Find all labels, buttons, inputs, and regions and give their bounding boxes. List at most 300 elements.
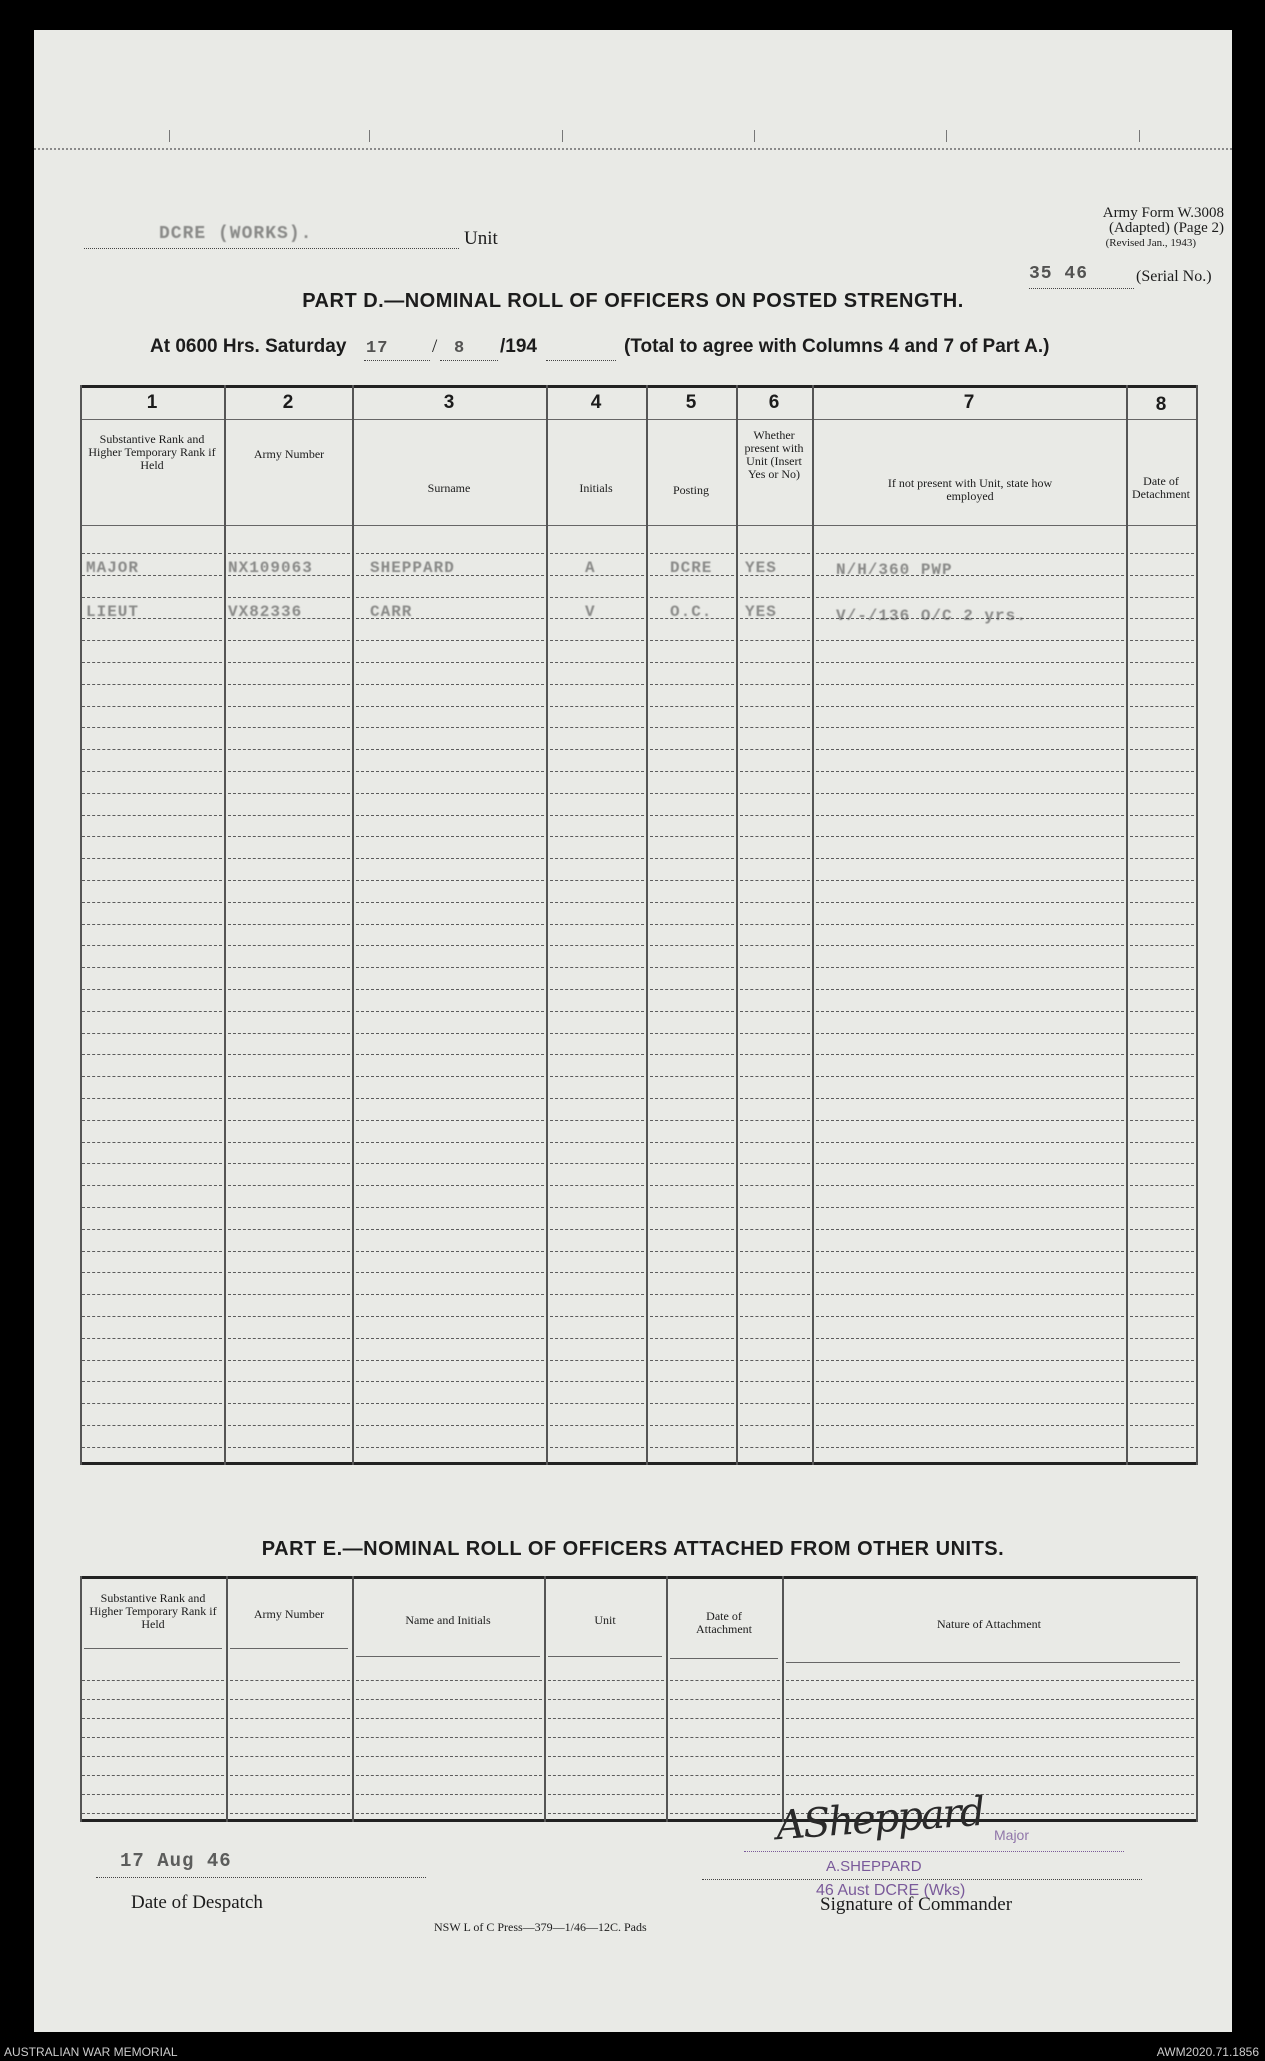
- ruled-line: [650, 1338, 734, 1339]
- ruled-line: [816, 1054, 1124, 1055]
- ruled-line: [82, 1054, 222, 1055]
- ruled-line: [650, 662, 734, 663]
- ruled-line: [650, 858, 734, 859]
- form-id-block: [994, 206, 1224, 251]
- ruled-line: [356, 880, 544, 881]
- ruled-line: [356, 1447, 544, 1448]
- unit-label: Unit: [464, 228, 498, 249]
- ruled-line: [740, 1033, 810, 1034]
- perforation-tick: [946, 130, 947, 142]
- ruled-line: [356, 858, 544, 859]
- ruled-line: [786, 1699, 1194, 1700]
- ruled-line: [650, 771, 734, 772]
- ruled-line: [650, 945, 734, 946]
- ruled-line: [82, 1316, 222, 1317]
- month-line: [440, 340, 498, 361]
- ruled-line: [356, 967, 544, 968]
- ruled-line: [1130, 1425, 1194, 1426]
- ruled-line: [816, 880, 1124, 881]
- header-divider: [356, 1656, 540, 1657]
- ruled-line: [740, 902, 810, 903]
- ruled-line: [550, 924, 644, 925]
- stamp-name: A.SHEPPARD: [826, 1858, 922, 1875]
- ruled-line: [82, 662, 222, 663]
- ruled-line: [650, 1294, 734, 1295]
- ruled-line: [356, 640, 544, 641]
- ruled-line: [740, 1142, 810, 1143]
- ruled-line: [356, 1775, 542, 1776]
- ruled-line: [740, 989, 810, 990]
- ruled-line: [82, 1294, 222, 1295]
- ruled-line: [550, 1425, 644, 1426]
- ruled-line: [228, 749, 350, 750]
- col-header-detachment: Date of Detachment: [1132, 474, 1190, 501]
- ruled-line: [356, 553, 544, 554]
- ruled-line: [650, 967, 734, 968]
- col-number: 5: [685, 392, 697, 413]
- ruled-line: [1130, 684, 1194, 685]
- part-a-note: (Total to agree with Columns 4 and 7 of Part A.): [624, 336, 1050, 357]
- ruled-line: [740, 858, 810, 859]
- cell-posting: O.C.: [670, 603, 713, 621]
- ruled-line: [816, 1185, 1124, 1186]
- ruled-line: [228, 1360, 350, 1361]
- ruled-line: [816, 1403, 1124, 1404]
- form-revised: (Revised Jan., 1943): [1105, 237, 1196, 249]
- ruled-line: [650, 836, 734, 837]
- ruled-line: [228, 1120, 350, 1121]
- col-divider: [666, 1576, 668, 1822]
- ruled-line: [1130, 902, 1194, 903]
- date-slash: /: [432, 336, 438, 357]
- col-number: 2: [282, 392, 294, 413]
- ruled-line: [740, 662, 810, 663]
- ruled-line: [816, 924, 1124, 925]
- ruled-line: [650, 1054, 734, 1055]
- ruled-line: [740, 1207, 810, 1208]
- year-prefix: /194: [500, 336, 537, 357]
- ruled-line: [816, 706, 1124, 707]
- ruled-line: [740, 727, 810, 728]
- ruled-line: [786, 1775, 1194, 1776]
- ruled-line: [356, 793, 544, 794]
- ruled-line: [740, 880, 810, 881]
- ruled-line: [550, 1142, 644, 1143]
- ruled-line: [356, 1737, 542, 1738]
- ruled-line: [356, 1054, 544, 1055]
- ruled-line: [1130, 793, 1194, 794]
- ruled-line: [82, 1033, 222, 1034]
- ruled-line: [550, 1403, 644, 1404]
- ruled-line: [1130, 945, 1194, 946]
- form-adapted: (Adapted) (Page 2): [1109, 220, 1224, 236]
- e-col-header-name: Name and Initials: [405, 1613, 491, 1627]
- ruled-line: [1130, 640, 1194, 641]
- ruled-line: [356, 1680, 542, 1681]
- ruled-line: [550, 1033, 644, 1034]
- ruled-line: [228, 1098, 350, 1099]
- ruled-line: [740, 640, 810, 641]
- ruled-line: [82, 1251, 222, 1252]
- credit-left: AUSTRALIAN WAR MEMORIAL: [4, 2045, 178, 2059]
- ruled-line: [82, 1229, 222, 1230]
- ruled-line: [1130, 662, 1194, 663]
- credit-right: AWM2020.71.1856: [1156, 2045, 1259, 2059]
- col-number: 7: [963, 392, 975, 413]
- col-divider: [812, 385, 814, 1465]
- col-divider: [646, 385, 648, 1465]
- header-divider: [230, 1648, 348, 1649]
- ruled-line: [740, 1076, 810, 1077]
- ruled-line: [816, 597, 1124, 598]
- ruled-line: [650, 1229, 734, 1230]
- ruled-line: [82, 749, 222, 750]
- ruled-line: [356, 1718, 542, 1719]
- ruled-line: [550, 597, 644, 598]
- ruled-line: [740, 1185, 810, 1186]
- ruled-line: [1130, 989, 1194, 990]
- ruled-line: [228, 727, 350, 728]
- ruled-line: [816, 1033, 1124, 1034]
- ruled-line: [228, 1185, 350, 1186]
- stamp-unit: 46 Aust DCRE (Wks): [816, 1882, 966, 1899]
- col-divider: [544, 1576, 546, 1822]
- ruled-line: [1130, 1098, 1194, 1099]
- header-divider: [548, 1656, 662, 1657]
- ruled-line: [550, 575, 644, 576]
- ruled-line: [816, 902, 1124, 903]
- ruled-line: [228, 640, 350, 641]
- ruled-line: [82, 1425, 222, 1426]
- ruled-line: [82, 597, 222, 598]
- col-divider: [1126, 385, 1128, 1465]
- ruled-line: [82, 1120, 222, 1121]
- ruled-line: [82, 1680, 224, 1681]
- ruled-line: [356, 945, 544, 946]
- ruled-line: [1130, 727, 1194, 728]
- ruled-line: [550, 640, 644, 641]
- ruled-line: [816, 1142, 1124, 1143]
- ruled-line: [228, 1054, 350, 1055]
- ruled-line: [816, 727, 1124, 728]
- ruled-line: [786, 1680, 1194, 1681]
- ruled-line: [550, 1098, 644, 1099]
- ruled-line: [356, 924, 544, 925]
- ruled-line: [356, 815, 544, 816]
- part-e-table: [80, 1576, 1198, 1822]
- ruled-line: [1130, 1447, 1194, 1448]
- ruled-line: [82, 1338, 222, 1339]
- ruled-line: [650, 1185, 734, 1186]
- ruled-line: [816, 1163, 1124, 1164]
- ruled-line: [228, 793, 350, 794]
- ruled-line: [230, 1699, 350, 1700]
- ruled-line: [82, 706, 222, 707]
- ruled-line: [740, 1294, 810, 1295]
- ruled-line: [1130, 1207, 1194, 1208]
- day-value: 17: [366, 339, 389, 358]
- ruled-line: [1130, 1054, 1194, 1055]
- ruled-line: [356, 902, 544, 903]
- ruled-line: [650, 553, 734, 554]
- ruled-line: [550, 815, 644, 816]
- ruled-line: [228, 858, 350, 859]
- ruled-line: [1130, 836, 1194, 837]
- ruled-line: [786, 1737, 1194, 1738]
- ruled-line: [816, 1338, 1124, 1339]
- ruled-line: [1130, 1011, 1194, 1012]
- cell-employed: V/-/136 O/C 2 yrs.: [836, 607, 1027, 625]
- ruled-line: [356, 1033, 544, 1034]
- ruled-line: [650, 1251, 734, 1252]
- col-header-employed: If not present with Unit, state how employed: [887, 476, 1053, 503]
- ruled-line: [356, 749, 544, 750]
- ruled-line: [650, 597, 734, 598]
- ruled-line: [550, 880, 644, 881]
- col-divider: [546, 385, 548, 1465]
- ruled-line: [228, 1229, 350, 1230]
- ruled-line: [740, 945, 810, 946]
- table-bottom-border: [80, 1462, 1198, 1465]
- ruled-line: [82, 1207, 222, 1208]
- ruled-line: [1130, 880, 1194, 881]
- ruled-line: [650, 1403, 734, 1404]
- ruled-line: [816, 858, 1124, 859]
- table-top-border: [80, 1576, 1198, 1579]
- ruled-line: [82, 1775, 224, 1776]
- despatch-line: [96, 1876, 426, 1878]
- month-value: 8: [454, 339, 466, 358]
- col-divider: [782, 1576, 784, 1822]
- ruled-line: [356, 1098, 544, 1099]
- ruled-line: [550, 618, 644, 619]
- ruled-line: [650, 989, 734, 990]
- signature-line: [702, 1878, 1142, 1880]
- ruled-line: [82, 858, 222, 859]
- day-line: [364, 340, 430, 361]
- ruled-line: [650, 1163, 734, 1164]
- ruled-line: [228, 1272, 350, 1273]
- ruled-line: [230, 1737, 350, 1738]
- ruled-line: [740, 1425, 810, 1426]
- printer-imprint: NSW L of C Press—379—1/46—12C. Pads: [434, 1920, 647, 1934]
- ruled-line: [816, 1294, 1124, 1295]
- ruled-line: [228, 1316, 350, 1317]
- ruled-line: [548, 1718, 664, 1719]
- ruled-line: [228, 1163, 350, 1164]
- ruled-line: [356, 1316, 544, 1317]
- ruled-line: [82, 1185, 222, 1186]
- ruled-line: [228, 1425, 350, 1426]
- ruled-line: [550, 858, 644, 859]
- ruled-line: [228, 597, 350, 598]
- col-divider: [1196, 385, 1198, 1465]
- signature-label: Signature of Commander: [820, 1894, 1013, 1915]
- ruled-line: [670, 1680, 780, 1681]
- e-col-header-nature: Nature of Attachment: [937, 1617, 1041, 1631]
- ruled-line: [356, 1403, 544, 1404]
- cell-initials: A: [585, 559, 596, 577]
- ruled-line: [548, 1737, 664, 1738]
- ruled-line: [816, 1207, 1124, 1208]
- ruled-line: [82, 967, 222, 968]
- ruled-line: [550, 684, 644, 685]
- ruled-line: [82, 640, 222, 641]
- ruled-line: [82, 553, 222, 554]
- ruled-line: [356, 1360, 544, 1361]
- stamp-rank: Major: [994, 1827, 1030, 1843]
- col-header-present: Whether present with Unit (Insert Yes or No): [744, 428, 804, 481]
- ruled-line: [1130, 771, 1194, 772]
- ruled-line: [1130, 815, 1194, 816]
- ruled-line: [1130, 1163, 1194, 1164]
- number-row-divider: [80, 419, 1198, 420]
- ruled-line: [356, 1185, 544, 1186]
- ruled-line: [816, 1098, 1124, 1099]
- ruled-line: [816, 553, 1124, 554]
- ruled-line: [816, 1360, 1124, 1361]
- form-page: [34, 30, 1232, 2032]
- ruled-line: [228, 1011, 350, 1012]
- ruled-line: [228, 1076, 350, 1077]
- ruled-line: [356, 1794, 542, 1795]
- col-header-posting: Posting: [672, 483, 709, 497]
- ruled-line: [82, 1076, 222, 1077]
- unit-line: [84, 224, 459, 249]
- ruled-line: [816, 967, 1124, 968]
- ruled-line: [82, 1447, 222, 1448]
- ruled-line: [650, 1098, 734, 1099]
- perforation-tick: [169, 130, 170, 142]
- header-divider: [670, 1658, 778, 1659]
- ruled-line: [230, 1680, 350, 1681]
- ruled-line: [650, 1120, 734, 1121]
- part-d-title: PART D.—NOMINAL ROLL OF OFFICERS ON POSTED STRENGTH.: [302, 290, 964, 312]
- ruled-line: [1130, 749, 1194, 750]
- time-prefix: At 0600 Hrs. Saturday: [150, 336, 347, 357]
- ruled-line: [740, 1338, 810, 1339]
- cell-surname: SHEPPARD: [370, 559, 455, 577]
- ruled-line: [228, 1033, 350, 1034]
- ruled-line: [650, 793, 734, 794]
- part-e-title: PART E.—NOMINAL ROLL OF OFFICERS ATTACHED FROM OTHER UNITS.: [261, 1538, 1005, 1560]
- ruled-line: [816, 1120, 1124, 1121]
- ruled-line: [550, 902, 644, 903]
- ruled-line: [82, 924, 222, 925]
- ruled-line: [740, 793, 810, 794]
- ruled-line: [356, 1294, 544, 1295]
- col-number: 3: [443, 392, 455, 413]
- ruled-line: [816, 662, 1124, 663]
- ruled-line: [82, 1272, 222, 1273]
- ruled-line: [816, 684, 1124, 685]
- ruled-line: [356, 771, 544, 772]
- ruled-line: [670, 1794, 780, 1795]
- ruled-line: [356, 836, 544, 837]
- ruled-line: [550, 1272, 644, 1273]
- ruled-line: [1130, 1294, 1194, 1295]
- ruled-line: [228, 1294, 350, 1295]
- ruled-line: [228, 989, 350, 990]
- ruled-line: [356, 989, 544, 990]
- ruled-line: [550, 771, 644, 772]
- ruled-line: [82, 1699, 224, 1700]
- table-top-border: [80, 385, 1198, 388]
- ruled-line: [1130, 1120, 1194, 1121]
- ruled-line: [740, 1272, 810, 1273]
- ruled-line: [356, 1163, 544, 1164]
- cell-initials: V: [585, 603, 596, 621]
- ruled-line: [230, 1718, 350, 1719]
- header-divider: [84, 1648, 222, 1649]
- ruled-line: [816, 1381, 1124, 1382]
- ruled-line: [228, 1338, 350, 1339]
- ruled-line: [650, 749, 734, 750]
- despatch-label: Date of Despatch: [131, 1892, 263, 1913]
- ruled-line: [650, 727, 734, 728]
- e-col-header-army-number: Army Number: [253, 1607, 325, 1621]
- ruled-line: [548, 1756, 664, 1757]
- ruled-line: [650, 815, 734, 816]
- ruled-line: [550, 1381, 644, 1382]
- ruled-line: [230, 1756, 350, 1757]
- perforation-tick: [369, 130, 370, 142]
- unit-value: DCRE (WORKS).: [159, 224, 313, 244]
- ruled-line: [1130, 1272, 1194, 1273]
- ruled-line: [740, 1251, 810, 1252]
- ruled-line: [1130, 1185, 1194, 1186]
- part-d-table: [80, 385, 1198, 1465]
- perforation-line: [34, 148, 1232, 150]
- ruled-line: [356, 1381, 544, 1382]
- ruled-line: [550, 1207, 644, 1208]
- col-divider: [226, 1576, 228, 1822]
- ruled-line: [816, 1076, 1124, 1077]
- ruled-line: [228, 945, 350, 946]
- ruled-line: [356, 1207, 544, 1208]
- ruled-line: [650, 684, 734, 685]
- ruled-line: [82, 1403, 222, 1404]
- ruled-line: [650, 1142, 734, 1143]
- table-bottom-border: [80, 1819, 1198, 1822]
- ruled-line: [356, 1120, 544, 1121]
- ruled-line: [816, 989, 1124, 990]
- ruled-line: [1130, 1381, 1194, 1382]
- ruled-line: [550, 749, 644, 750]
- ruled-line: [816, 1425, 1124, 1426]
- ruled-line: [550, 1185, 644, 1186]
- ruled-line: [740, 749, 810, 750]
- ruled-line: [228, 1207, 350, 1208]
- ruled-line: [550, 945, 644, 946]
- ruled-line: [740, 967, 810, 968]
- ruled-line: [1130, 597, 1194, 598]
- ruled-line: [740, 1098, 810, 1099]
- ruled-line: [228, 880, 350, 881]
- header-divider: [786, 1662, 1180, 1663]
- cell-army-number: VX82336: [228, 603, 303, 621]
- ruled-line: [230, 1794, 350, 1795]
- col-divider: [736, 385, 738, 1465]
- ruled-line: [550, 1076, 644, 1077]
- ruled-line: [82, 1794, 224, 1795]
- col-header-initials: Initials: [579, 481, 613, 495]
- col-header-surname: Surname: [427, 481, 471, 495]
- ruled-line: [82, 1142, 222, 1143]
- ruled-line: [550, 1229, 644, 1230]
- ruled-line: [82, 880, 222, 881]
- ruled-line: [550, 1360, 644, 1361]
